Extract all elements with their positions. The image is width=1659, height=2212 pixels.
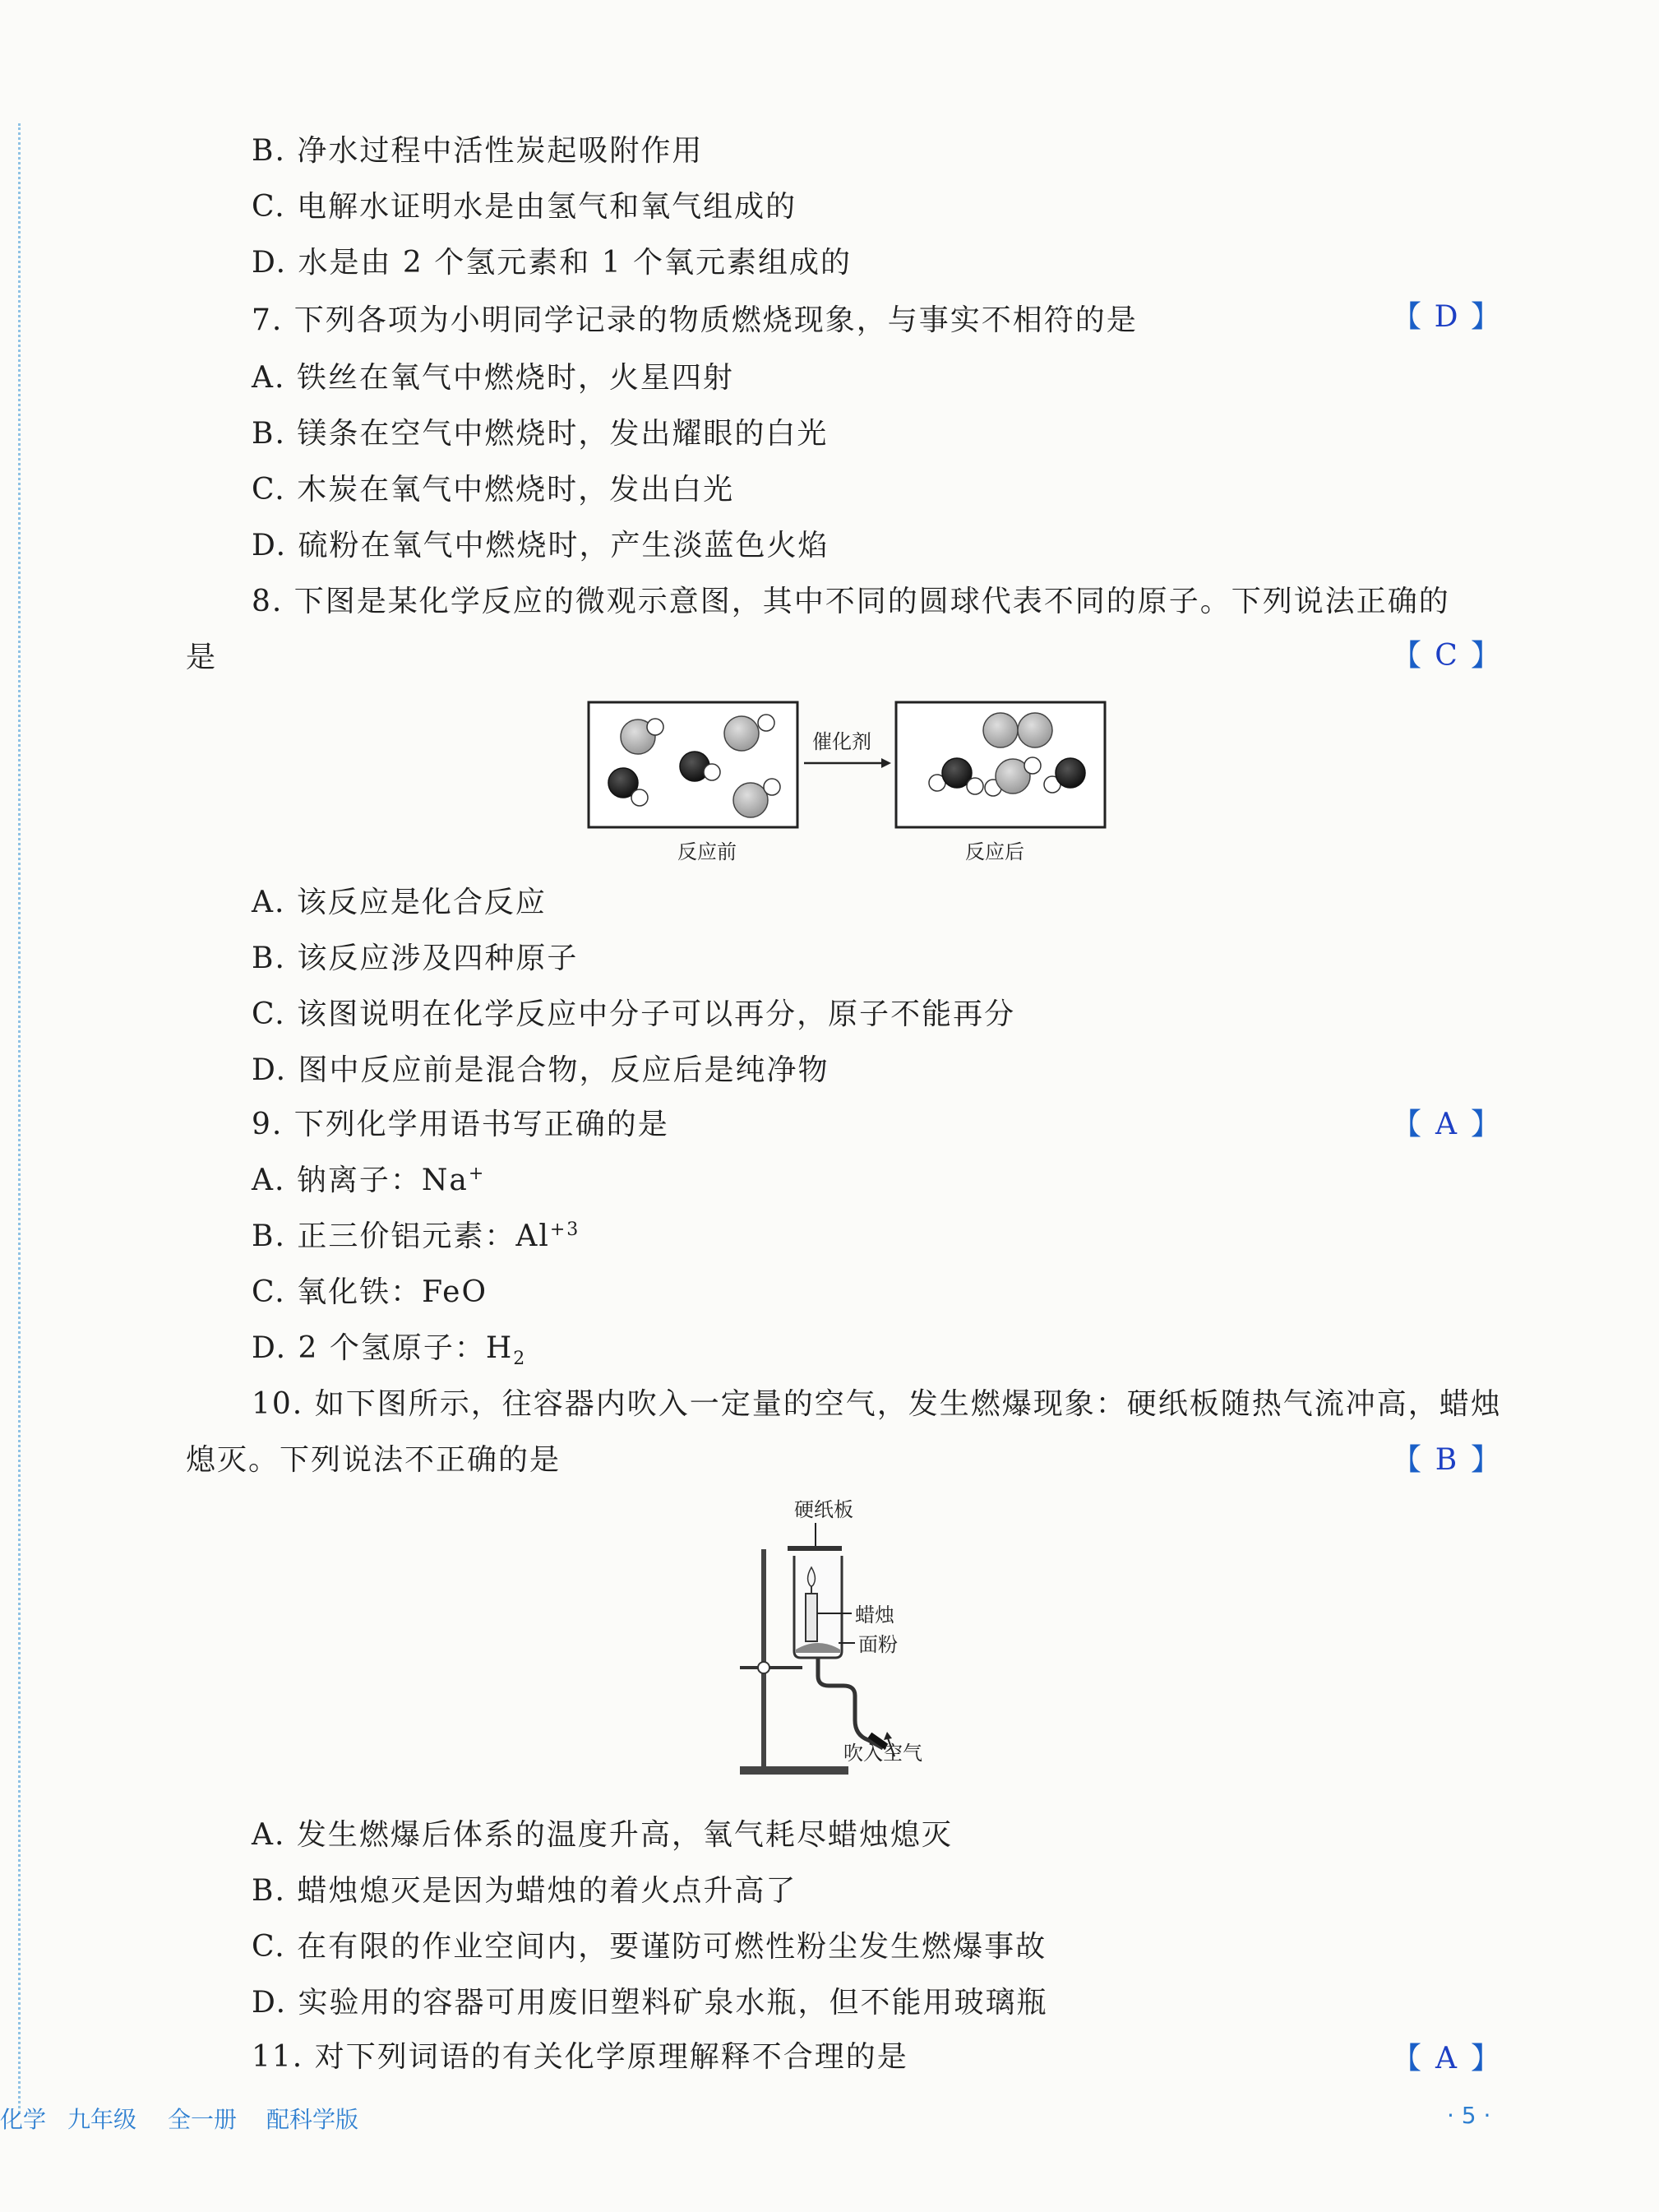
q8-answer: C	[1435, 639, 1458, 673]
grey-atom	[724, 716, 759, 751]
q11-answer: A	[1435, 2042, 1458, 2075]
q8-answer-box: 【 C 】	[1392, 639, 1501, 673]
dust-explosion-apparatus	[723, 1488, 987, 1793]
before-label: 反应前	[677, 840, 737, 863]
white-atom	[1024, 757, 1041, 774]
q9-option-d-subscript: 2	[513, 1349, 527, 1370]
q9-option-a-text: A. 钠离子：Na	[252, 1164, 469, 1197]
binding-margin-line	[18, 123, 21, 2113]
footer-edition: 配科学版	[266, 2106, 359, 2133]
q9-option-a-charge: +	[468, 1164, 486, 1184]
q9-option-b	[252, 1219, 580, 1255]
candle	[806, 1594, 817, 1641]
label-flour: 面粉	[858, 1633, 898, 1656]
q7-answer: D	[1434, 300, 1458, 334]
q9-option-c: C. 氧化铁：FeO	[252, 1275, 488, 1309]
stand-base	[740, 1766, 848, 1775]
cardboard	[788, 1546, 842, 1551]
q7-option-c: C. 木炭在氧气中燃烧时，发出白光	[252, 473, 735, 507]
black-atom	[1056, 758, 1085, 788]
q6-option-c: C. 电解水证明水是由氢气和氧气组成的	[252, 190, 797, 224]
q8-stem-line1: 8. 下图是某化学反应的微观示意图，其中不同的圆球代表不同的原子。下列说法正确的	[252, 585, 1450, 618]
white-atom	[647, 719, 663, 735]
q9-answer-box: 【 A 】	[1392, 1108, 1501, 1141]
q9-option-d	[252, 1330, 527, 1370]
grey-atom	[733, 783, 768, 817]
label-air: 吹入空气	[843, 1742, 922, 1765]
grey-atom	[983, 713, 1018, 747]
q10-option-b: B. 蜡烛熄灭是因为蜡烛的着火点升高了	[252, 1874, 797, 1908]
q7-stem: 7. 下列各项为小明同学记录的物质燃烧现象，与事实不相符的是	[252, 303, 1138, 337]
q8-option-a: A. 该反应是化合反应	[252, 886, 547, 919]
reaction-arrowhead	[881, 758, 891, 768]
q9-option-a	[252, 1163, 485, 1199]
q7-option-d: D. 硫粉在氧气中燃烧时，产生淡蓝色火焰	[252, 529, 830, 562]
q8-option-b: B. 该反应涉及四种原子	[252, 942, 579, 975]
q10-option-a: A. 发生燃爆后体系的温度升高，氧气耗尽蜡烛熄灭	[252, 1818, 953, 1852]
q6-option-b: B. 净水过程中活性炭起吸附作用	[252, 134, 704, 168]
q8-stem-line2: 是	[186, 641, 218, 674]
reaction-micro-diagram	[575, 691, 1118, 872]
air-arrowhead	[884, 1732, 892, 1740]
q9-answer: A	[1435, 1108, 1458, 1141]
white-atom	[704, 764, 720, 780]
label-candle: 蜡烛	[855, 1603, 894, 1627]
q9-option-d-text: D. 2 个氢原子：H	[252, 1331, 514, 1365]
grey-atom	[1018, 713, 1052, 747]
footer-subject: 化学	[0, 2106, 47, 2133]
q8-option-d: D. 图中反应前是混合物，反应后是纯净物	[252, 1053, 830, 1087]
page-number: · 5 ·	[1447, 2102, 1491, 2129]
label-board: 硬纸板	[794, 1498, 853, 1521]
white-atom	[758, 715, 774, 731]
q11-stem: 11. 对下列词语的有关化学原理解释不合理的是	[252, 2040, 908, 2074]
q9-option-b-valence: +3	[549, 1219, 580, 1240]
q10-answer-box: 【 B 】	[1392, 1443, 1501, 1477]
q10-answer: B	[1435, 1443, 1458, 1477]
after-label: 反应后	[965, 840, 1024, 863]
q10-stem-line1: 10. 如下图所示，往容器内吹入一定量的空气，发生燃爆现象：硬纸板随热气流冲高，蜡烛	[252, 1387, 1502, 1421]
white-atom	[764, 779, 780, 795]
q7-answer-box: 【 D 】	[1392, 300, 1501, 334]
q7-option-b: B. 镁条在空气中燃烧时，发出耀眼的白光	[252, 417, 829, 451]
catalyst-label: 催化剂	[812, 730, 871, 753]
clamp-knob	[758, 1662, 769, 1673]
q7-option-a: A. 铁丝在氧气中燃烧时，火星四射	[252, 361, 734, 395]
q10-option-d: D. 实验用的容器可用废旧塑料矿泉水瓶，但不能用玻璃瓶	[252, 1986, 1048, 2020]
q9-stem: 9. 下列化学用语书写正确的是	[252, 1108, 669, 1141]
footer-grade: 九年级	[67, 2106, 137, 2133]
stand-rod	[761, 1549, 766, 1770]
footer-volume: 全一册	[168, 2106, 238, 2133]
q10-option-c: C. 在有限的作业空间内，要谨防可燃性粉尘发生燃爆事故	[252, 1930, 1047, 1964]
q6-option-d: D. 水是由 2 个氢元素和 1 个氧元素组成的	[252, 246, 853, 280]
q8-option-c: C. 该图说明在化学反应中分子可以再分，原子不能再分	[252, 997, 1016, 1031]
white-atom	[631, 789, 648, 806]
q11-answer-box: 【 A 】	[1392, 2042, 1501, 2075]
white-atom	[967, 778, 983, 794]
q10-stem-line2: 熄灭。下列说法不正确的是	[186, 1443, 561, 1477]
q9-option-b-text: B. 正三价铝元素：Al	[252, 1219, 550, 1253]
